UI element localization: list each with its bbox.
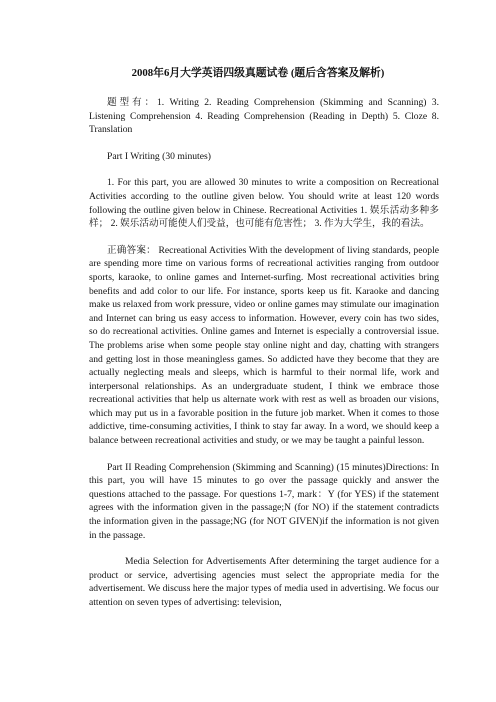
document-title: 2008年6月大学英语四级真题试卷 (题后含答案及解析) xyxy=(131,67,385,79)
model-answer: 正确答案： Recreational Activities With the development of living standards, people are spending more time on various forms of recreational activities ranging from outdoor sports, karaoke, to online games and Internet-surfing. Most recreational activities bring benefits and add color to our life. For instance, sports keep us fit. Karaoke and dancing make us relaxed from work pressure, video or online games may stimulate our imagination and Internet can bring us easy access to information. However, every coin has two sides, so do recreational activities. Online games and Internet is especially a controversial issue. The problems arise when some people stay online night and day, chatting with strangers and getting lost in those meaningless games. So addicted have they become that they are actually neglecting meals and sleeps, which is harmful to their normal life, work and interpersonal relationships. As an undergraduate student, I think we embrace those recreational activities that help us alternate work with rest as well as broaden our visions, which may put us in a favorable position in the future job market. When it comes to those addictive, time-consuming activities, I think to stay far away. In a word, we should keep a balance between recreational activities and study, or we may be taught a painful lesson. xyxy=(89,244,439,447)
part2-directions: Part II Reading Comprehension (Skimming and Scanning) (15 minutes)Directions: In this part, you will have 15 minutes to go over the passage quickly and answer the questions attached to the passage. For questions 1-7, mark：Y (for YES) if the statement agrees with the information given in the passage;N (for NO) if the statement contradicts the information given in the passage;NG (for NOT GIVEN)if the information is not given in the passage. xyxy=(89,461,439,541)
reading-passage: Media Selection for Advertisements After determining the target audience for a product or service, advertising agencies must select the appropriate media for the advertisement. We discuss here the major types of media used in advertising. We focus our attention on seven types of advertising: television, xyxy=(89,556,439,608)
writing-question: 1. For this part, you are allowed 30 minutes to write a composition on Recreational Activities according to the outline given below. You should write at least 120 words following the outline given below in Chinese. Recreational Activities 1. 娱乐活动多种多样； 2. 娱乐活动可能使人们受益，也可能有危害性； 3. 作为大学生，我的看法。 xyxy=(89,177,439,230)
question-types-intro: 题型有：1. Writing 2. Reading Comprehension (Skimming and Scanning) 3. Listening Comprehension 4. Reading Comprehension (Reading in Depth) 5. Cloze 8. Translation xyxy=(89,97,439,136)
part1-heading: Part I Writing (30 minutes) xyxy=(107,150,211,162)
